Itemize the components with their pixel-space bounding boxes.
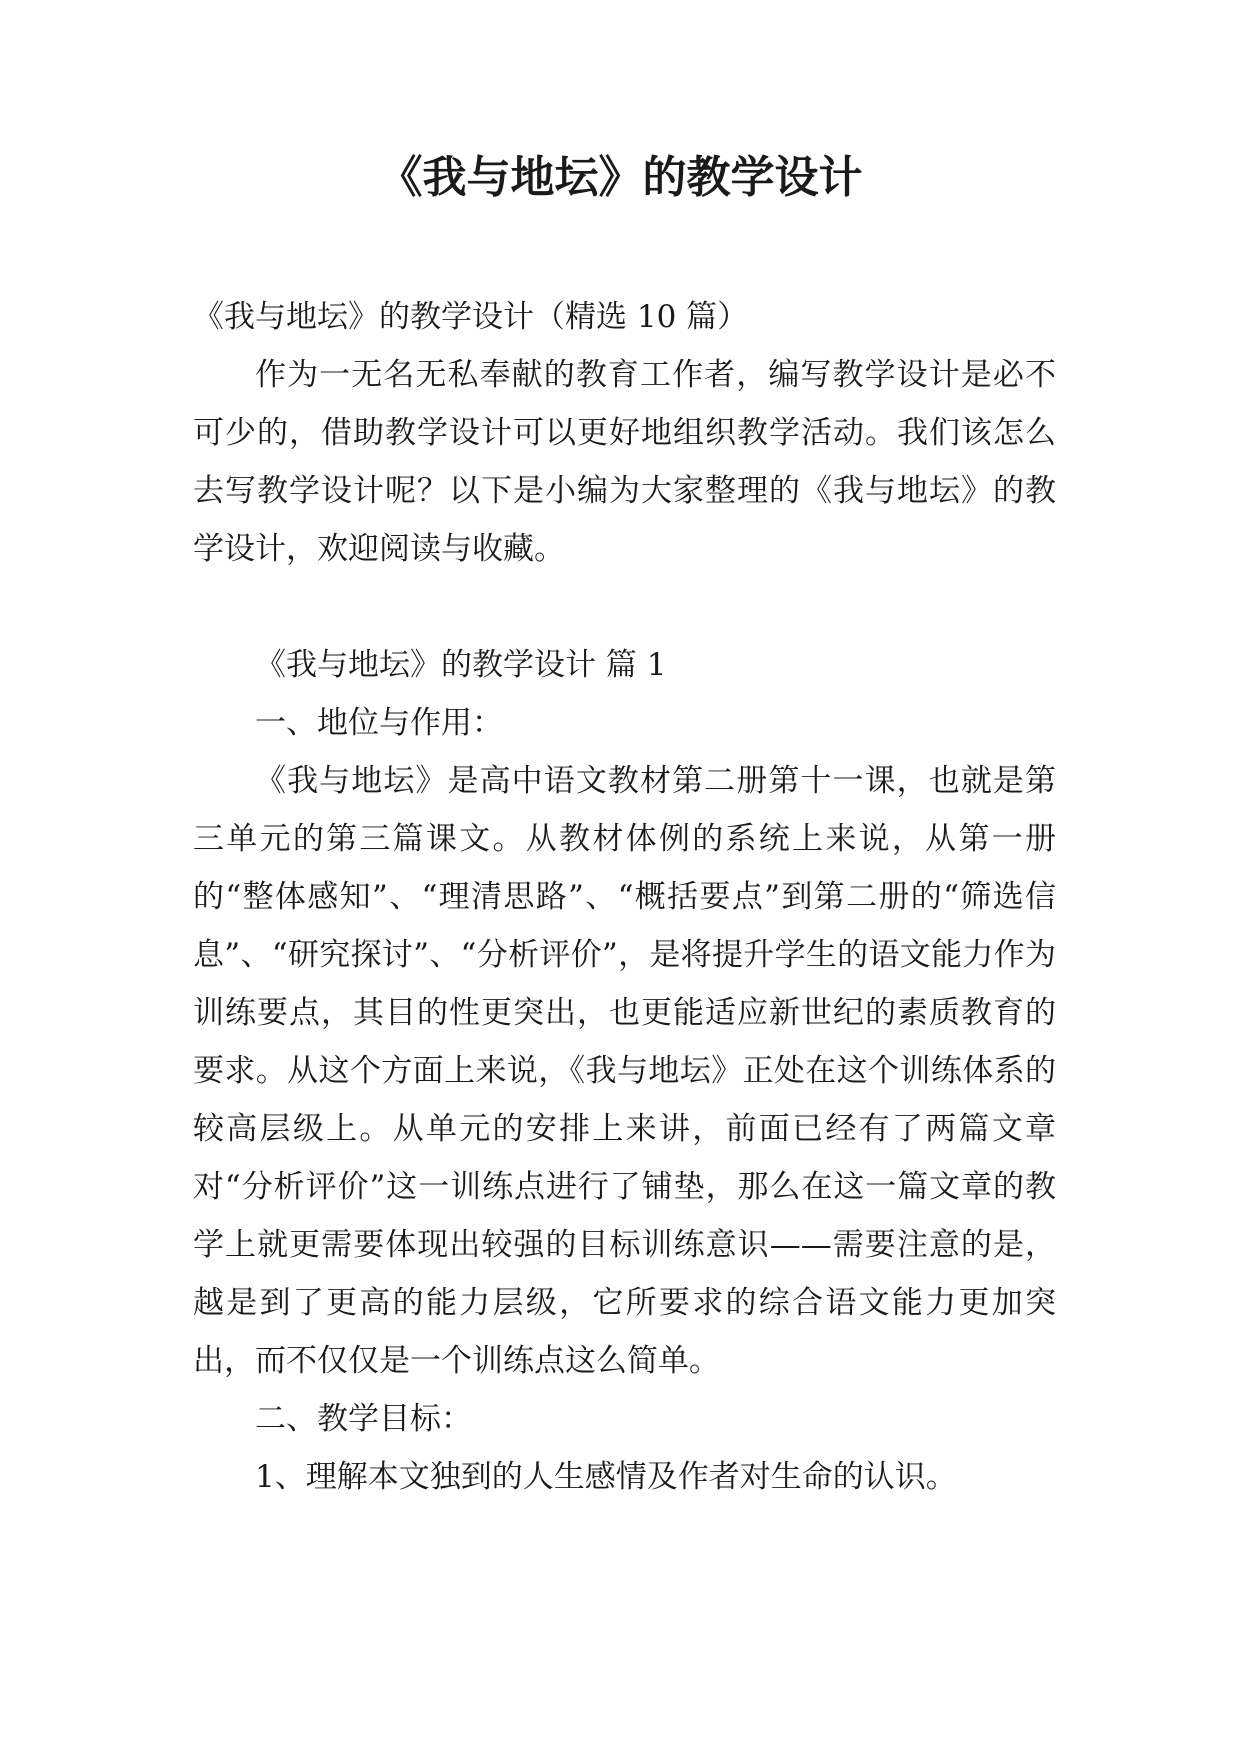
document-body (193, 288, 1056, 1506)
part1-paragraph: 《我与地坛》是高中语文教材第二册第十一课，也就是第三单元的第三篇课文。从教材体例的系统上来说，从第一册的“整体感知”、“理清思路”、“概括要点”到第二册的“筛选信息”、“研究探讨”、“分析评价”，是将提升学生的语文能力作为训练要点，其目的性更突出，也更能适应新世纪的素质教育的要求。从这个方面上来说，《我与地坛》正处在这个训练体系的较高层级上。从单元的安排上来讲，前面已经有了两篇文章对“分析评价”这一训练点进行了铺垫，那么在这一篇文章的教学上就更需要体现出较强的目标训练意识——需要注意的是，越是到了更高的能力层级，它所要求的综合语文能力更加突出，而不仅仅是一个训练点这么简单。 (193, 763, 1056, 1379)
section-heading: 《我与地坛》的教学设计 篇 1 (255, 647, 667, 683)
part1-heading: 一、地位与作用： (255, 705, 503, 741)
document-title: 《我与地坛》的教学设计 (378, 152, 863, 203)
goal-item-1: 1、理解本文独到的人生感情及作者对生命的认识。 (255, 1459, 957, 1495)
document-subtitle: 《我与地坛》的教学设计（精选 10 篇） (193, 299, 749, 335)
intro-paragraph: 作为一无名无私奉献的教育工作者，编写教学设计是必不可少的，借助教学设计可以更好地组织教学活动。我们该怎么去写教学设计呢？以下是小编为大家整理的《我与地坛》的教学设计，欢迎阅读与收藏。 (193, 357, 1056, 567)
part2-heading: 二、教学目标： (255, 1401, 472, 1437)
